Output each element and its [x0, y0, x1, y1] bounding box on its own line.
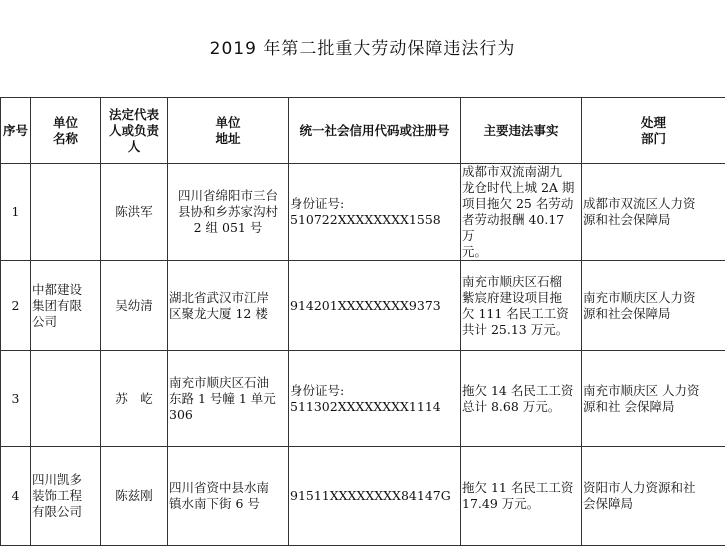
- row-violation: 南充市顺庆区石榴 紫宸府建设项目拖 欠 111 名民工工资 共计 25.13 万元。: [461, 261, 582, 351]
- row-address: 四川省资中县水南 镇水南下街 6 号: [168, 447, 289, 546]
- header-seq: 序号: [1, 98, 31, 164]
- row-handling: 成都市双流区人力资 源和社会保障局: [582, 164, 725, 261]
- header-unit-name: 单位 名称: [31, 98, 101, 164]
- row-legal-rep: 吴幼清: [101, 261, 168, 351]
- row-unit-name: [31, 164, 101, 261]
- page-title: 2019 年第二批重大劳动保障违法行为: [209, 39, 516, 59]
- row-violation: 拖欠 14 名民工工资 总计 8.68 万元。: [461, 351, 582, 447]
- row-credit-code: 914201XXXXXXXX9373: [289, 261, 461, 351]
- row-seq: 1: [1, 164, 31, 261]
- row-violation: 拖欠 11 名民工工资 17.49 万元。: [461, 447, 582, 546]
- violations-table: [0, 97, 725, 546]
- row-unit-name: 中都建设 集团有限 公司: [31, 261, 101, 351]
- row-legal-rep: 苏 屹: [101, 351, 168, 447]
- row-unit-name: 四川凯多 装饰工程 有限公司: [31, 447, 101, 546]
- row-seq: 4: [1, 447, 31, 546]
- row-address: 四川省绵阳市三台 县协和乡苏家沟村 2 组 051 号: [168, 164, 289, 261]
- table-header-row: [1, 98, 725, 164]
- row-legal-rep: 陈洪军: [101, 164, 168, 261]
- row-handling: 资阳市人力资源和社 会保障局: [582, 447, 725, 546]
- table-row: [1, 351, 725, 447]
- header-handling: 处理 部门: [582, 98, 725, 164]
- row-credit-code: 91511XXXXXXXX84147G: [289, 447, 461, 546]
- row-unit-name: [31, 351, 101, 447]
- row-seq: 3: [1, 351, 31, 447]
- header-legal-rep: 法定代表 人或负责 人: [101, 98, 168, 164]
- table-row: [1, 164, 725, 261]
- row-handling: 南充市顺庆区 人力资 源和社 会保障局: [582, 351, 725, 447]
- header-address: 单位 地址: [168, 98, 289, 164]
- row-seq: 2: [1, 261, 31, 351]
- row-address: 湖北省武汉市江岸 区聚龙大厦 12 楼: [168, 261, 289, 351]
- header-credit-code: 统一社会信用代码或注册号: [289, 98, 461, 164]
- row-handling: 南充市顺庆区人力资 源和社会保障局: [582, 261, 725, 351]
- header-violation: 主要违法事实: [461, 98, 582, 164]
- row-legal-rep: 陈兹刚: [101, 447, 168, 546]
- row-violation: 成都市双流南湖九 龙仓时代上城 2A 期 项目拖欠 25 名劳动 者劳动报酬 40.17 万 元。: [461, 164, 582, 261]
- row-address: 南充市顺庆区石油 东路 1 号幢 1 单元 306: [168, 351, 289, 447]
- table-row: [1, 261, 725, 351]
- row-credit-code: 身份证号: 511302XXXXXXXX1114: [289, 351, 461, 447]
- row-credit-code: 身份证号: 510722XXXXXXXX1558: [289, 164, 461, 261]
- table-row: [1, 447, 725, 546]
